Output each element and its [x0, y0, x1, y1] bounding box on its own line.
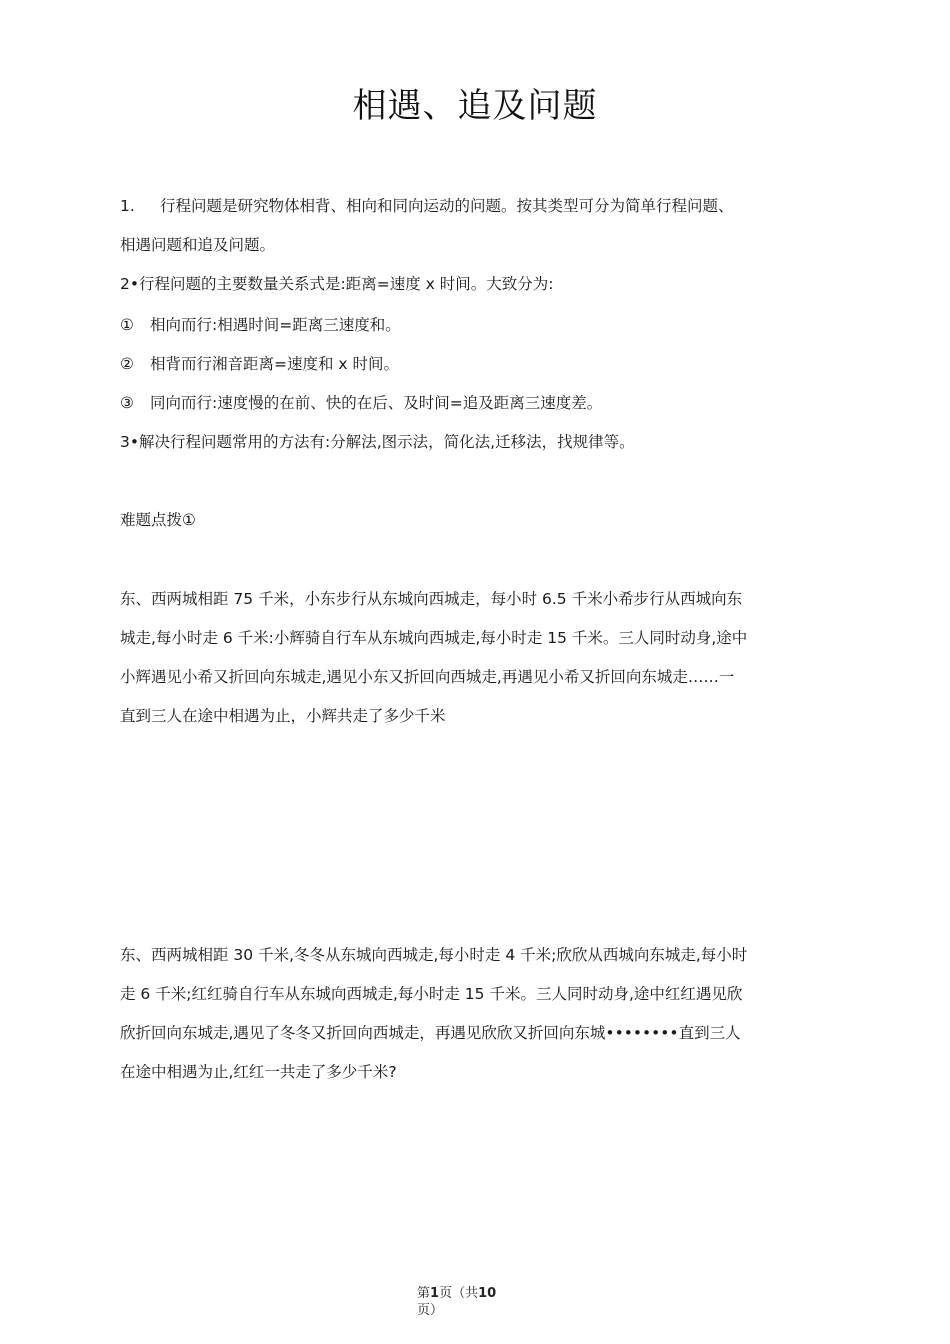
item-number: 1.	[120, 197, 135, 215]
intro-item-3: 3•解决行程问题常用的方法有:分解法,图示法，简化法,迁移法，找规律等。	[120, 433, 635, 451]
sub-item-2	[120, 352, 840, 374]
sub-item-text: 同向而行:速度慢的在前、快的在后、及时间=追及距离三速度差。	[150, 394, 603, 412]
section-heading: 难题点拨①	[120, 511, 196, 529]
intro-item-1-continued: 相遇问题和追及问题。	[120, 236, 276, 254]
problem-2-line: 东、西两城相距 30 千米,冬冬从东城向西城走,每小时走 4 千米;欣欣从西城向东城走,每小时	[120, 946, 748, 964]
footer-suffix: 页）	[417, 1303, 444, 1318]
problem-2-line: 走 6 千米;红红骑自行车从东城向西城走,每小时走 15 千米。三人同时动身,途中红红遇见欣	[120, 985, 743, 1003]
page-title: 相遇、追及问题	[352, 86, 598, 126]
intro-item-1	[120, 194, 840, 216]
item-text: 行程问题是研究物体相背、相向和同向运动的问题。按其类型可分为简单行程问题、	[160, 197, 734, 215]
problem-1-line: 东、西两城相距 75 千米，小东步行从东城向西城走，每小时 6.5 千米小希步行从西城向东	[120, 590, 743, 608]
sub-item-3	[120, 391, 840, 413]
total-pages: 10	[478, 1286, 497, 1301]
sub-item-text: 相向而行:相遇时间=距离三速度和。	[150, 316, 401, 334]
sub-item-1	[120, 313, 840, 335]
circled-number: ①	[120, 316, 134, 334]
problem-1-line: 城走,每小时走 6 千米:小辉骑自行车从东城向西城走,每小时走 15 千米。三人同时动身,途中	[120, 629, 748, 647]
footer-prefix: 第	[417, 1286, 431, 1301]
problem-2-line: 欣折回向东城走,遇见了冬冬又折回向西城走，再遇见欣欣又折回向东城••••••••直到三人	[120, 1024, 741, 1042]
problem-1-line: 直到三人在途中相遇为止，小辉共走了多少千米	[120, 707, 446, 725]
circled-number: ②	[120, 355, 134, 373]
problem-2-line: 在途中相遇为止,红红一共走了多少千米?	[120, 1063, 397, 1081]
intro-item-2: 2•行程问题的主要数量关系式是:距离=速度 x 时间。大致分为:	[120, 275, 554, 293]
sub-item-text: 相背而行湘音距离=速度和 x 时间。	[150, 355, 400, 373]
problem-1-line: 小辉遇见小希又折回向东城走,遇见小东又折回向西城走,再遇见小希又折回向东城走……一	[120, 668, 735, 686]
circled-number: ③	[120, 394, 134, 412]
current-page: 1	[430, 1286, 440, 1301]
footer-mid: 页（共	[439, 1286, 479, 1301]
